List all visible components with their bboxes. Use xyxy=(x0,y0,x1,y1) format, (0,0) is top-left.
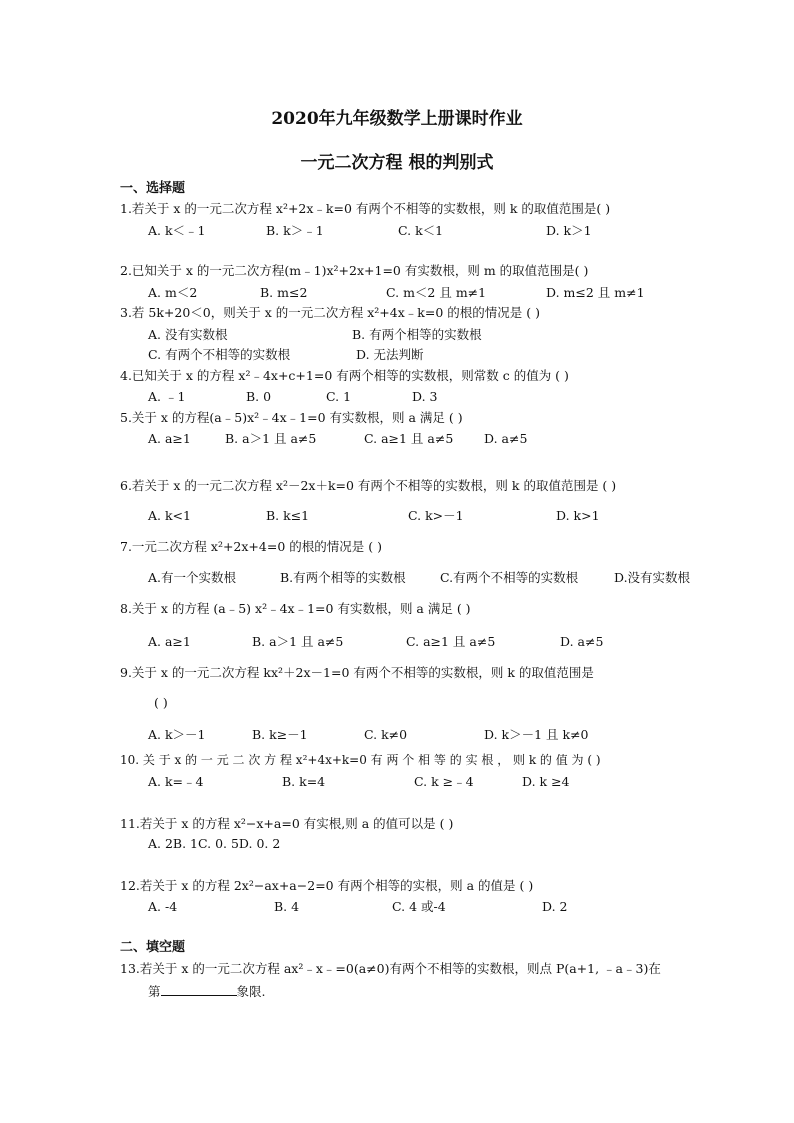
question-10-option-c: C. k ≥﹣4 xyxy=(414,774,474,789)
question-4-stem: 4.已知关于 x 的方程 x²﹣4x+c+1=0 有两个相等的实数根，则常数 c 的值为 ( ) xyxy=(120,368,569,383)
question-8-option-c: C. a≥1 且 a≠5 xyxy=(406,634,496,649)
question-3-option-d: D. 无法判断 xyxy=(356,347,424,362)
question-10-option-b: B. k=4 xyxy=(282,774,326,789)
question-11-stem: 11.若关于 x 的方程 x²−x+a=0 有实根,则 a 的值可以是 ( ) xyxy=(120,816,454,831)
question-13-answer-line xyxy=(148,983,266,1000)
question-4-option-b: B. 0 xyxy=(246,389,272,404)
question-13-stem: 13.若关于 x 的一元二次方程 ax²﹣x﹣=0(a≠0)有两个不相等的实数根，则点 P(a+1, ﹣a﹣3)在 xyxy=(120,961,661,976)
question-13-prefix: 第 xyxy=(148,984,161,999)
question-6-option-a: A. k<1 xyxy=(148,508,191,523)
question-8-option-a: A. a≥1 xyxy=(148,634,191,649)
question-1-option-d: D. k＞1 xyxy=(546,223,592,238)
question-5-option-d: D. a≠5 xyxy=(484,431,528,446)
question-12-option-d: D. 2 xyxy=(542,899,568,914)
question-12-option-b: B. 4 xyxy=(274,899,300,914)
question-11-options: A. 2B. 1C. 0. 5D. 0. 2 xyxy=(148,836,281,851)
section-fill-heading: 二、填空题 xyxy=(120,940,186,955)
question-13-suffix: 象限. xyxy=(236,984,266,999)
question-5-option-c: C. a≥1 且 a≠5 xyxy=(364,431,454,446)
question-7-option-c: C.有两个不相等的实数根 xyxy=(440,570,579,585)
question-7-option-a: A.有一个实数根 xyxy=(148,570,237,585)
question-1-option-b: B. k＞﹣1 xyxy=(266,223,324,238)
question-7-stem: 7.一元二次方程 x²+2x+4=0 的根的情况是 ( ) xyxy=(120,539,382,554)
question-6-option-c: C. k>－1 xyxy=(408,508,464,523)
question-10-option-a: A. k=﹣4 xyxy=(148,774,204,789)
page-subtitle: 一元二次方程 根的判别式 xyxy=(300,153,494,173)
question-6-stem: 6.若关于 x 的一元二次方程 x²－2x＋k=0 有两个不相等的实数根，则 k 的取值范围是 ( ) xyxy=(120,478,617,493)
question-1-option-a: A. k＜﹣1 xyxy=(148,223,206,238)
question-4-option-c: C. 1 xyxy=(326,389,352,404)
question-13-blank[interactable] xyxy=(161,983,237,996)
question-2-option-b: B. m≤2 xyxy=(260,285,308,300)
question-12-option-a: A. -4 xyxy=(148,899,178,914)
question-9-option-c: C. k≠0 xyxy=(364,727,408,742)
question-4-option-a: A. ﹣1 xyxy=(148,389,186,404)
question-6-option-d: D. k>1 xyxy=(556,508,600,523)
question-1-option-c: C. k＜1 xyxy=(398,223,444,238)
question-2-stem: 2.已知关于 x 的一元二次方程(m﹣1)x²+2x+1=0 有实数根，则 m 的取值范围是( ) xyxy=(120,263,589,278)
question-2-option-d: D. m≤2 且 m≠1 xyxy=(546,285,645,300)
question-5-option-a: A. a≥1 xyxy=(148,431,191,446)
question-4-option-d: D. 3 xyxy=(412,389,438,404)
question-10-stem: 10. 关 于 x 的 一 元 二 次 方 程 x²+4x+k=0 有 两 个 相 等 的 实 根 ， 则 k 的 值 为 ( ) xyxy=(120,753,601,767)
section-choice-heading: 一、选择题 xyxy=(120,181,186,196)
question-10-option-d: D. k ≥4 xyxy=(522,774,570,789)
question-7-option-d: D.没有实数根 xyxy=(614,570,691,585)
question-12-option-c: C. 4 或-4 xyxy=(392,899,446,914)
page-title: 2020年九年级数学上册课时作业 xyxy=(271,109,523,129)
question-3-option-a: A. 没有实数根 xyxy=(148,327,228,342)
question-6-option-b: B. k≤1 xyxy=(266,508,310,523)
question-8-stem: 8.关于 x 的方程 (a﹣5) x²﹣4x﹣1=0 有实数根，则 a 满足 ( ) xyxy=(120,601,471,616)
question-9-answer-bracket: ( ) xyxy=(154,695,168,710)
question-2-option-a: A. m＜2 xyxy=(148,285,198,300)
question-5-option-b: B. a＞1 且 a≠5 xyxy=(225,431,317,446)
question-7-option-b: B.有两个相等的实数根 xyxy=(280,570,406,585)
question-2-option-c: C. m＜2 且 m≠1 xyxy=(386,285,487,300)
question-5-stem: 5.关于 x 的方程(a﹣5)x²﹣4x﹣1=0 有实数根，则 a 满足 ( ) xyxy=(120,410,463,425)
question-8-option-b: B. a＞1 且 a≠5 xyxy=(252,634,344,649)
question-9-option-a: A. k＞－1 xyxy=(148,727,206,742)
question-3-stem: 3.若 5k+20＜0，则关于 x 的一元二次方程 x²+4x﹣k=0 的根的情况是 ( ) xyxy=(120,305,540,320)
question-9-option-d: D. k＞－1 且 k≠0 xyxy=(484,727,589,742)
question-9-stem: 9.关于 x 的一元二次方程 kx²＋2x－1=0 有两个不相等的实数根，则 k 的取值范围是 xyxy=(120,665,594,680)
question-9-option-b: B. k≥－1 xyxy=(252,727,308,742)
question-8-option-d: D. a≠5 xyxy=(560,634,604,649)
question-3-option-c: C. 有两个不相等的实数根 xyxy=(148,347,291,362)
question-12-stem: 12.若关于 x 的方程 2x²−ax+a−2=0 有两个相等的实根，则 a 的值是 ( ) xyxy=(120,878,534,893)
question-1-stem: 1.若关于 x 的一元二次方程 x²+2x﹣k=0 有两个不相等的实数根，则 k 的取值范围是( ) xyxy=(120,201,611,216)
question-3-option-b: B. 有两个相等的实数根 xyxy=(352,327,482,342)
